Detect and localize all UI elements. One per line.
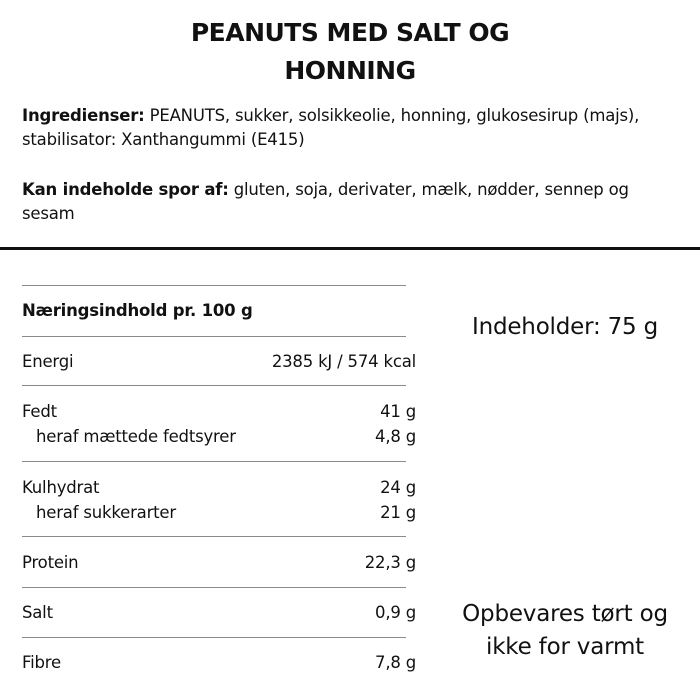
table-rule — [22, 285, 406, 286]
table-rule — [22, 461, 406, 462]
allergens-section — [22, 178, 682, 226]
table-rule — [22, 587, 406, 588]
row-value: 24 g — [380, 478, 416, 497]
row-value: 7,8 g — [375, 653, 416, 672]
row-value: 41 g — [380, 402, 416, 421]
section-divider — [0, 247, 700, 250]
ingredients-text-1: PEANUTS, sukker, solsikkeolie, honning, glukosesirup (majs), — [144, 106, 640, 125]
storage-line-2: ikke for varmt — [486, 634, 644, 660]
row-value: 2385 kJ / 574 kcal — [271, 352, 416, 371]
allergens-text-2: sesam — [22, 204, 75, 223]
ingredients-label: Ingredienser: — [22, 106, 145, 125]
product-title — [0, 14, 700, 90]
row-value: 21 g — [380, 503, 416, 522]
row-label: heraf mættede fedtsyrer — [36, 427, 236, 446]
row-label: heraf sukkerarter — [36, 503, 176, 522]
table-rule — [22, 385, 406, 386]
row-label: Energi — [22, 352, 74, 371]
row-label: Salt — [22, 603, 53, 622]
product-title-line-2: HONNING — [284, 56, 416, 85]
table-rule — [22, 536, 406, 537]
storage-instructions — [430, 598, 700, 664]
row-label: Fibre — [22, 653, 61, 672]
row-value: 22,3 g — [364, 553, 416, 572]
allergens-label: Kan indeholde spor af: — [22, 180, 229, 199]
nutrition-header-label: Næringsindhold pr. 100 g — [22, 301, 253, 320]
ingredients-text-2: stabilisator: Xanthangummi (E415) — [22, 130, 305, 149]
product-title-line-1: PEANUTS MED SALT OG — [190, 18, 510, 47]
net-contents: Indeholder: 75 g — [472, 314, 658, 340]
row-value: 0,9 g — [375, 603, 416, 622]
allergens-text-1: gluten, soja, derivater, mælk, nødder, sennep og — [228, 180, 629, 199]
table-rule — [22, 336, 406, 337]
table-rule — [22, 637, 406, 638]
ingredients-section — [22, 104, 682, 152]
row-label: Fedt — [22, 402, 57, 421]
row-label: Kulhydrat — [22, 478, 100, 497]
row-label: Protein — [22, 553, 79, 572]
row-value: 4,8 g — [375, 427, 416, 446]
storage-line-1: Opbevares tørt og — [462, 601, 668, 627]
